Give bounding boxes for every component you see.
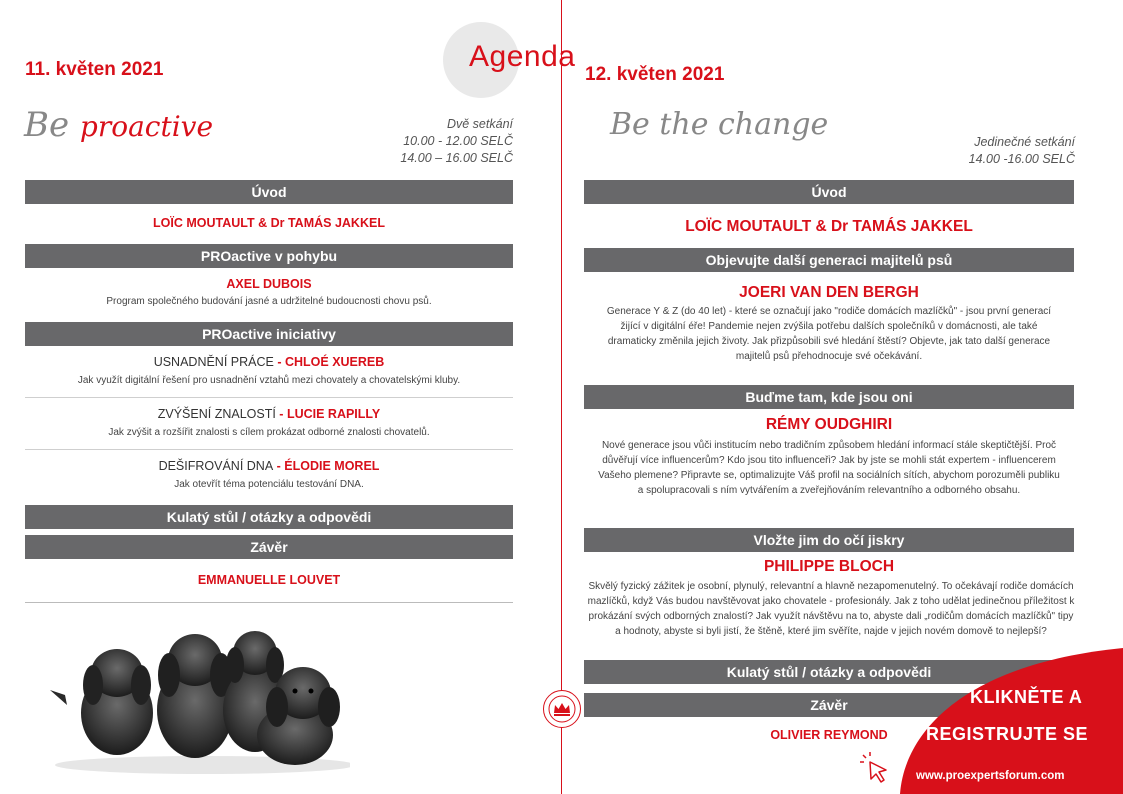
left-separator-3 xyxy=(25,602,513,603)
right-sessions xyxy=(880,134,1075,168)
left-date: 11. květen 2021 xyxy=(25,59,164,80)
right-sessions-slot1: 14.00 -16.00 SELČ xyxy=(968,152,1075,166)
right-block1-bar: Objevujte další generaci majitelů psů xyxy=(584,248,1074,272)
left-item3-speaker: ÉLODIE MOREL xyxy=(284,459,380,473)
right-block3-speaker: PHILIPPE BLOCH xyxy=(763,558,895,575)
right-block1-desc: Generace Y & Z (do 40 let) - které se označují jako "rodiče domácích mazlíčků" - jsou první generací žijící v digitální éře! Pandemie nejen zvýšila potřebu dalších společníků v domácnosti, ale také dramaticky změnila jejich životy. Jak přizpůsobili své hledání štěstí? Objevte, jak tato další generace majitelů psů přehodnocuje své očekávání. xyxy=(606,306,1052,362)
left-intro-bar: Úvod xyxy=(25,180,513,204)
right-block3-bar: Vložte jim do očí jiskry xyxy=(584,528,1074,552)
left-item2-speaker: LUCIE RAPILLY xyxy=(286,407,381,421)
left-item3-topic: DEŠIFROVÁNÍ DNA - ÉLODIE MOREL xyxy=(158,459,380,473)
right-block3-desc: Skvělý fyzický zážitek je osobní, plynulý, relevantní a hlavně nezapomenutelný. To očekávají rodiče domácích mazlíčků, když Vás budou navštěvovat jako chovatele - profesionály. Jak z toho udělat jedinečnou příležitost k prokázání svých odborných znalostí? Jak využít návštěvu na to, abyste dali „rodičům domácích mazlíčků" tipy a hodnoty, abyste si byli jistí, že štěně, které jim svěříte, najde v jejich novém domově to nejlepší? xyxy=(587,581,1075,637)
left-separator-1 xyxy=(25,397,513,398)
right-block2-speaker: RÉMY OUDGHIRI xyxy=(765,416,893,433)
left-item1-desc: Jak využít digitální řešení pro usnadnění vztahů mezi chovately a chovatelskými kluby. xyxy=(77,375,461,386)
left-roundtable-bar: Kulatý stůl / otázky a odpovědi xyxy=(25,505,513,529)
left-sessions xyxy=(330,116,513,167)
cta-line1[interactable]: KLIKNĚTE A xyxy=(970,687,1083,707)
left-item1-speaker: CHLOÉ XUEREB xyxy=(284,355,385,369)
right-block1-speaker: JOERI VAN DEN BERGH xyxy=(739,284,919,301)
right-closing-bar: Závěr xyxy=(584,693,1074,717)
click-cursor-icon xyxy=(860,752,894,786)
left-closing-bar: Závěr xyxy=(25,535,513,559)
left-closing-speaker: EMMANUELLE LOUVET xyxy=(197,573,341,587)
center-divider xyxy=(561,0,562,794)
right-sessions-label: Jedinečné setkání xyxy=(974,135,1075,149)
left-item2-desc: Jak zvýšit a rozšířit znalosti s cílem prokázat odborné znalosti chovatelů. xyxy=(108,427,430,438)
right-roundtable-bar: Kulatý stůl / otázky a odpovědi xyxy=(584,660,1074,684)
agenda-title: Agenda xyxy=(469,40,576,73)
left-block1-desc: Program společného budování jasné a udržitelné budoucnosti chovu psů. xyxy=(106,296,432,307)
right-block2-desc: Nové generace jsou vůči institucím nebo tradičním způsobem hledání informací stále skeptičtější. Proč důvěřují více influencerům? Kdo jsou tito influenceři? Jak by jste se mohli stát expertem - influencerem Vašeho plemene? Připravte se, optimalizujte Váš profil na sociálních sítích, abychom porozuměli publiku a spolupracovali s ním vytvářením a zveřejňováním relevantního a odborného obsahu. xyxy=(598,440,1060,496)
right-closing-speaker: OLIVIER REYMOND xyxy=(770,728,888,742)
left-block2-bar: PROactive iniciativy xyxy=(25,322,513,346)
left-item2-topic: ZVÝŠENÍ ZNALOSTÍ - LUCIE RAPILLY xyxy=(157,407,381,421)
left-item3-title: DEŠIFROVÁNÍ DNA xyxy=(158,459,274,473)
left-item2-title: ZVÝŠENÍ ZNALOSTÍ xyxy=(157,407,276,421)
left-item3-desc: Jak otevřít téma potenciálu testování DNA. xyxy=(174,479,364,490)
left-block1-bar: PROactive v pohybu xyxy=(25,244,513,268)
right-intro-speakers: LOÏC MOUTAULT & Dr TAMÁS JAKKEL xyxy=(685,218,973,235)
left-motto-proactive: proactive xyxy=(79,110,214,143)
left-item1-title: USNADNĚNÍ PRÁCE xyxy=(153,355,274,369)
left-separator-2 xyxy=(25,449,513,450)
left-block1-speaker: AXEL DUBOIS xyxy=(226,277,312,291)
right-intro-bar: Úvod xyxy=(584,180,1074,204)
left-motto-be: Be xyxy=(24,105,80,145)
cta-line2[interactable]: REGISTRUJTE SE xyxy=(926,724,1089,744)
left-intro-speakers: LOÏC MOUTAULT & Dr TAMÁS JAKKEL xyxy=(153,216,385,230)
puppies-image xyxy=(45,615,350,775)
left-sessions-slot1: 10.00 - 12.00 SELČ xyxy=(403,134,513,148)
left-sessions-label: Dvě setkání xyxy=(446,117,513,131)
crown-emblem-icon xyxy=(543,690,581,728)
right-date: 12. květen 2021 xyxy=(585,64,725,85)
right-block2-bar: Buďme tam, kde jsou oni xyxy=(584,385,1074,409)
left-sessions-slot2: 14.00 – 16.00 SELČ xyxy=(400,151,513,165)
cta-url[interactable]: www.proexpertsforum.com xyxy=(916,770,1065,782)
register-cta[interactable] xyxy=(900,648,1123,794)
left-item1-topic: USNADNĚNÍ PRÁCE - CHLOÉ XUEREB xyxy=(153,355,385,369)
left-motto xyxy=(24,105,213,145)
right-motto: Be the change xyxy=(610,107,829,142)
